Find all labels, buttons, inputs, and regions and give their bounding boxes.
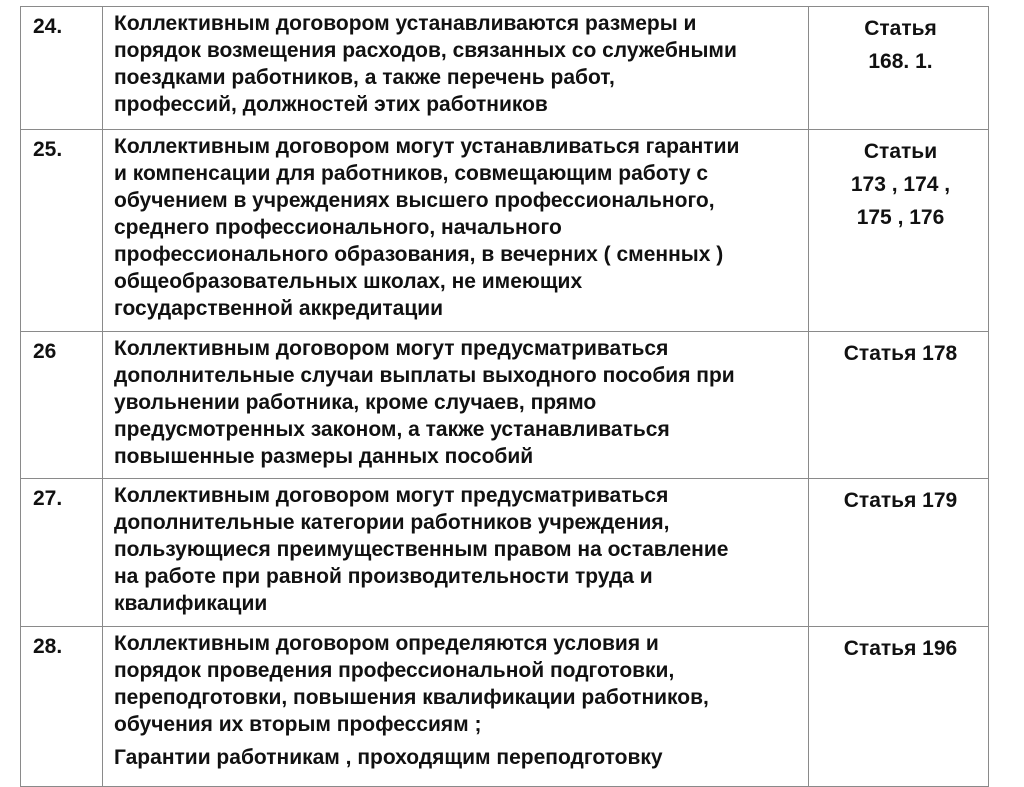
reference-line: 168. 1. — [868, 50, 933, 73]
text-line: Коллективным договором определяются условия и — [114, 632, 659, 655]
article-reference — [809, 332, 989, 479]
text-line: повышенные размеры данных пособий — [114, 445, 534, 468]
text-line: порядок проведения профессиональной подготовки, — [114, 659, 675, 682]
text-line: обучения их вторым профессиям ; — [114, 713, 482, 736]
table-row — [21, 332, 989, 479]
article-reference — [809, 7, 989, 130]
reference-line: 173 , 174 , — [850, 173, 951, 196]
reference-line: 175 , 176 — [856, 206, 945, 229]
table-row — [21, 130, 989, 332]
text-line: поездками работников, а также перечень работ, — [114, 66, 615, 89]
text-line: дополнительные случаи выплаты выходного пособия при — [114, 364, 735, 387]
article-reference — [809, 627, 989, 787]
text-line: профессий, должностей этих работников — [114, 93, 548, 116]
text-line: пользующиеся преимущественным правом на оставление — [114, 538, 729, 561]
reference-line: Статья 179 — [843, 489, 958, 512]
reference-line: Статья 178 — [843, 342, 958, 365]
row-number: 27. — [21, 479, 103, 627]
text-line: обучением в учреждениях высшего профессионального, — [114, 189, 715, 212]
row-number: 28. — [21, 627, 103, 787]
reference-line: Статьи — [863, 140, 938, 163]
text-line: и компенсации для работников, совмещающим работу с — [114, 162, 709, 185]
text-line: Коллективным договором устанавливаются размеры и — [114, 12, 697, 35]
text-line: увольнении работника, кроме случаев, прямо — [114, 391, 597, 414]
provision-text — [103, 130, 809, 332]
reference-line: Статья — [864, 17, 937, 40]
text-line: квалификации — [114, 592, 268, 615]
row-number: 24. — [21, 7, 103, 130]
article-reference — [809, 130, 989, 332]
article-reference — [809, 479, 989, 627]
provision-text — [103, 627, 809, 787]
text-line: Гарантии работникам , проходящим переподготовку — [114, 746, 663, 769]
text-line: среднего профессионального, начального — [114, 216, 562, 239]
row-number: 25. — [21, 130, 103, 332]
row-number: 26 — [21, 332, 103, 479]
text-line: общеобразовательных школах, не имеющих — [114, 270, 583, 293]
provisions-table — [20, 6, 989, 787]
table-row — [21, 627, 989, 787]
text-line: Коллективным договором могут предусматриваться — [114, 484, 669, 507]
text-line: предусмотренных законом, а также устанавливаться — [114, 418, 670, 441]
text-line: порядок возмещения расходов, связанных со служебными — [114, 39, 737, 62]
table-row — [21, 7, 989, 130]
provision-text — [103, 332, 809, 479]
reference-line: Статья 196 — [843, 637, 958, 660]
text-line: на работе при равной производительности труда и — [114, 565, 653, 588]
table-row — [21, 479, 989, 627]
text-line: Коллективным договором могут устанавливаться гарантии — [114, 135, 740, 158]
provision-text — [103, 479, 809, 627]
text-line: Коллективным договором могут предусматриваться — [114, 337, 669, 360]
provision-text — [103, 7, 809, 130]
text-line: профессионального образования, в вечерних ( сменных ) — [114, 243, 724, 266]
text-line: дополнительные категории работников учреждения, — [114, 511, 670, 534]
text-line: переподготовки, повышения квалификации работников, — [114, 686, 709, 709]
text-line: государственной аккредитации — [114, 297, 444, 320]
